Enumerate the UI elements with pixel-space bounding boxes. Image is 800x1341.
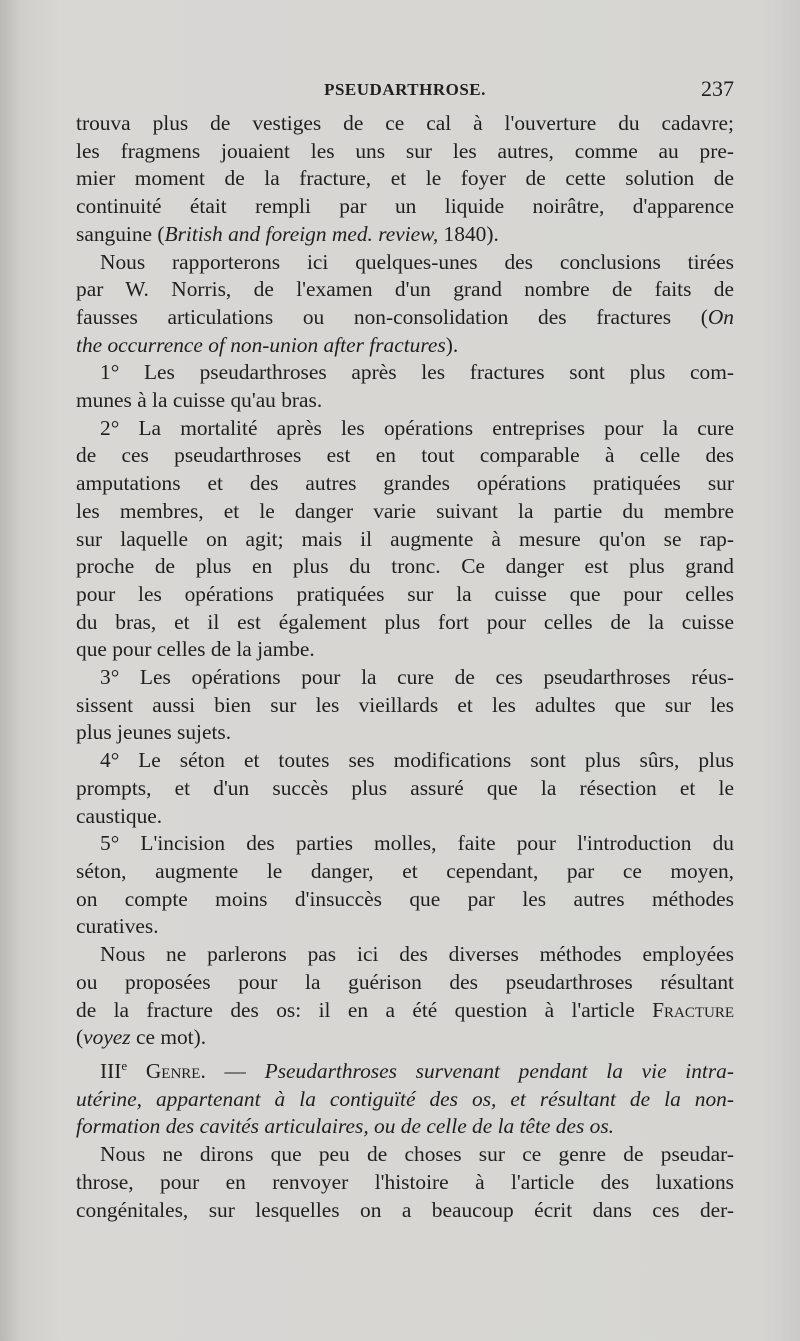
title-italic: On (707, 304, 734, 329)
text-line: Nous rapporterons ici quelques-unes des conclusions tirées (100, 249, 734, 274)
text-line: pour les opérations pratiquées sur la cuisse que pour celles (76, 581, 734, 606)
text-line: séton, augmente le danger, et cependant, par ce moyen, (76, 858, 734, 883)
text-line: 2° La mortalité après les opérations entreprises pour la cure (100, 415, 734, 440)
text-line: 1° Les pseudarthroses après les fractures sont plus com- (100, 360, 734, 385)
text-line: continuité était rempli par un liquide noirâtre, d'apparence (76, 194, 734, 219)
genre-label: Genre. (145, 1059, 206, 1084)
text-line: munes à la cuisse qu'au bras. (76, 388, 323, 413)
title-italic: the occurrence of non-union after fractures (76, 332, 446, 357)
text-line: 4° Le séton et toutes ses modifications sont plus sûrs, plus (100, 748, 734, 773)
text-line: utérine, appartenant à la contiguïté des os, et résultant de la non- (76, 1086, 734, 1111)
text-line: the occurrence of non-union after fractures). (76, 332, 459, 357)
running-head (76, 76, 734, 106)
text-line: congénitales, sur lesquelles on a beaucoup écrit dans ces der- (76, 1197, 734, 1222)
text-line: sissent aussi bien sur les vieillards et les adultes que sur les (76, 692, 734, 717)
text-line: de la fracture des os: il en a été question à l'article Fracture (76, 997, 734, 1022)
text-line: plus jeunes sujets. (76, 720, 232, 745)
text-line: ou proposées pour la guérison des pseudarthroses résultant (76, 969, 734, 994)
body-text (76, 110, 734, 1224)
text-line: les fragmens jouaient les uns sur les autres, comme au pre- (76, 138, 734, 163)
text-line: (voyez ce mot). (76, 1025, 207, 1050)
genre-heading-line: IIIe Genre. — Pseudarthroses survenant pendant la vie intra- (100, 1057, 734, 1084)
text-line: sanguine (British and foreign med. review, 1840). (76, 221, 499, 246)
text-line: par W. Norris, de l'examen d'un grand nombre de faits de (76, 277, 734, 302)
text-line: les membres, et le danger varie suivant la partie du membre (76, 498, 734, 523)
text-line: de ces pseudarthroses est en tout comparable à celle des (76, 443, 734, 468)
text-line: on compte moins d'insuccès que par les autres méthodes (76, 886, 734, 911)
cross-reference: Fracture (652, 997, 734, 1022)
text-line: trouva plus de vestiges de ce cal à l'ouverture du cadavre; (76, 111, 734, 135)
citation-italic: British and foreign med. review, (164, 221, 439, 246)
text-line: formation des cavités articulaires, ou de celle de la tête des os. (76, 1114, 615, 1139)
page-number: 237 (701, 76, 734, 101)
text-line: fausses articulations ou non-consolidation des fractures (On (76, 304, 734, 329)
text-line: curatives. (76, 914, 159, 939)
text-line: mier moment de la fracture, et le foyer de cette solution de (76, 166, 734, 191)
text-line: 5° L'incision des parties molles, faite pour l'introduction du (100, 831, 734, 856)
text-line: throse, pour en renvoyer l'histoire à l'article des luxations (76, 1169, 734, 1194)
text-line: 3° Les opérations pour la cure de ces pseudarthroses réus- (100, 665, 734, 690)
text-line: Nous ne parlerons pas ici des diverses méthodes employées (100, 942, 734, 967)
text-line: prompts, et d'un succès plus assuré que la résection et le (76, 775, 734, 800)
text-line: Nous ne dirons que peu de choses sur ce genre de pseudar- (100, 1142, 734, 1167)
text-line: sur laquelle on agit; mais il augmente à mesure qu'on se rap- (76, 526, 734, 551)
text-line: caustique. (76, 803, 163, 828)
running-title: PSEUDARTHROSE. (324, 80, 486, 99)
text-line: proche de plus en plus du tronc. Ce danger est plus grand (76, 554, 734, 579)
text-line: que pour celles de la jambe. (76, 637, 315, 662)
text-line: du bras, et il est également plus fort pour celles de la cuisse (76, 609, 734, 634)
text-line: amputations et des autres grandes opérations pratiquées sur (76, 471, 734, 496)
